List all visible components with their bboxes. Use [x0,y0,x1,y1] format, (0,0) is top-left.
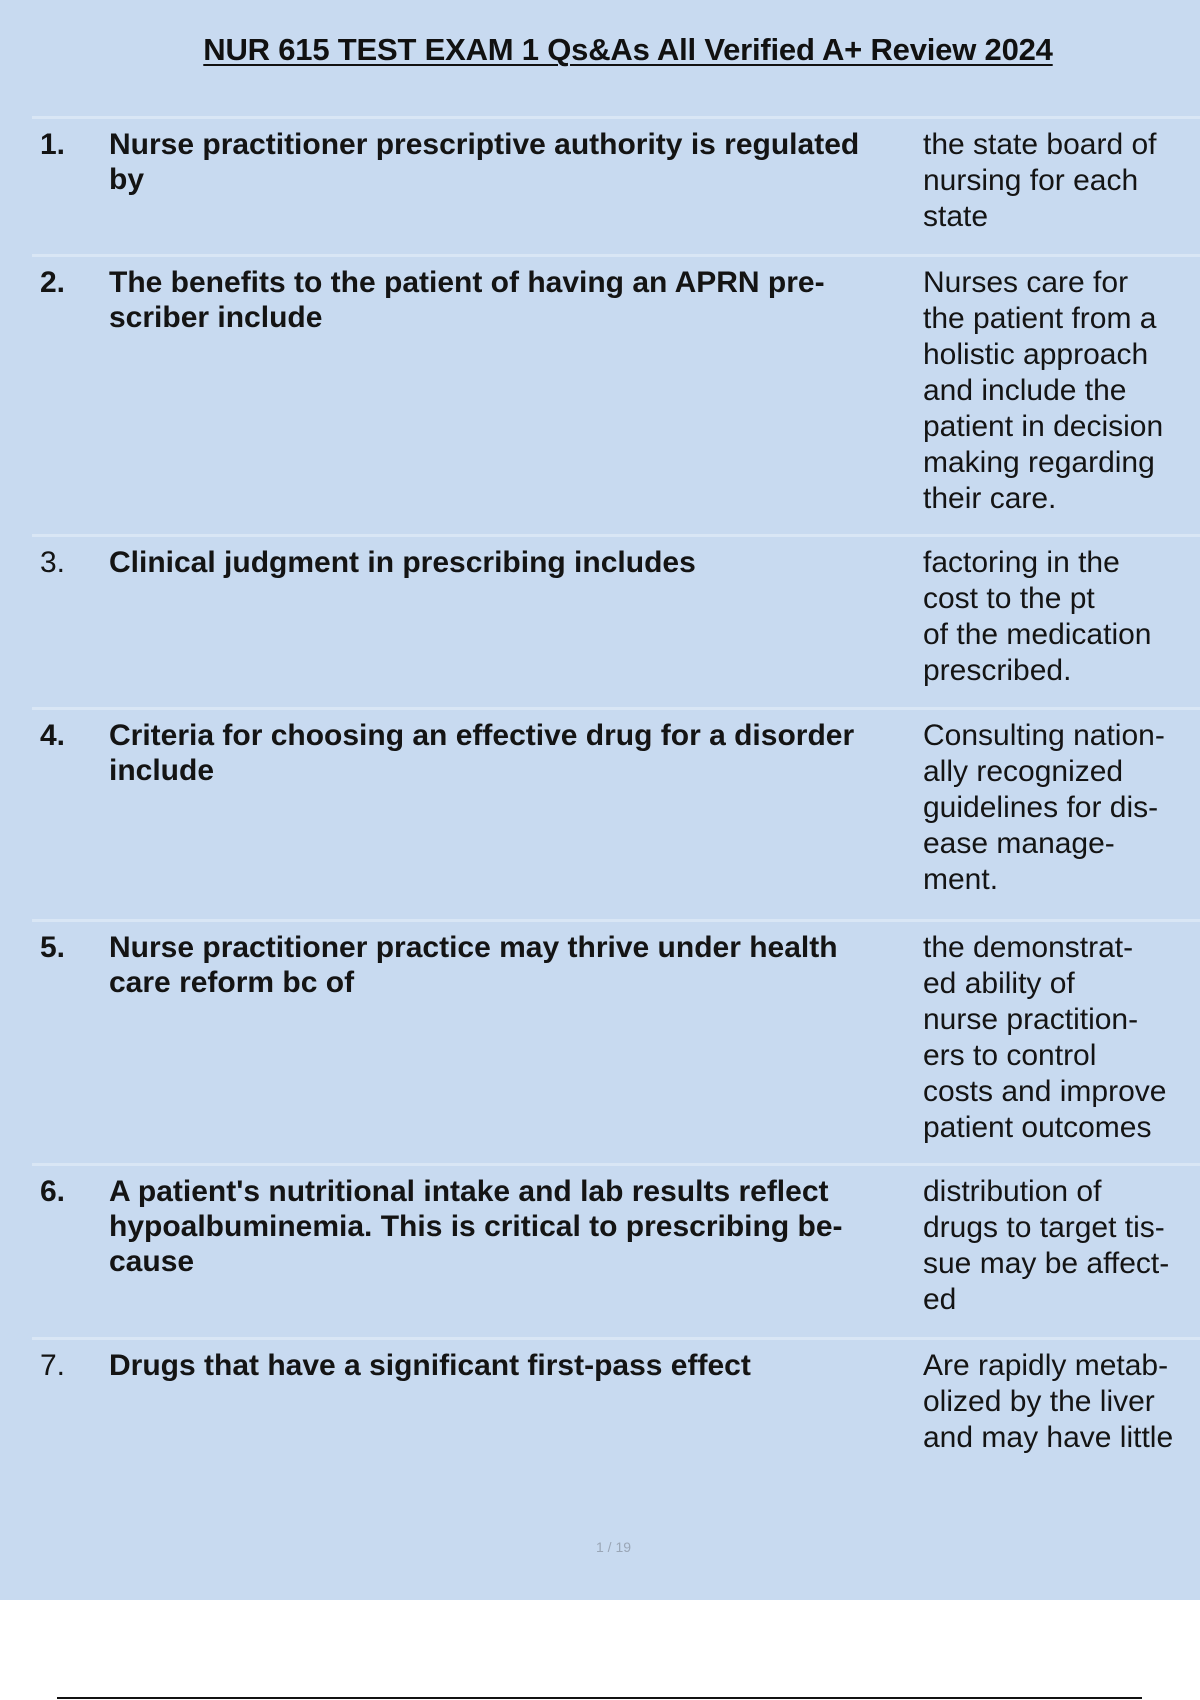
answer-text: distribution of drugs to target tis- sue may be affect- ed [923,1175,1170,1316]
qa-row [32,254,1200,534]
question-number: 3. [40,546,66,579]
qa-row [32,707,1200,919]
question-number: 5. [40,931,66,964]
question-number: 2. [40,266,66,299]
question-number: 6. [40,1175,66,1208]
question-text: Nurse practitioner practice may thrive under health care reform bc of [109,931,838,999]
qa-row [32,116,1200,254]
qa-row [32,1337,1200,1477]
question-text: A patient's nutritional intake and lab results reflect hypoalbuminemia. This is critical to prescribing be- cause [109,1175,843,1278]
qa-row [32,919,1200,1163]
page-number: 1 / 19 [595,1539,632,1555]
question-text: Nurse practitioner prescriptive authority is regulated by [109,128,860,196]
question-text: Clinical judgment in prescribing includes [109,546,696,579]
question-number: 7. [40,1349,66,1382]
question-text: Criteria for choosing an effective drug for a disorder include [109,719,855,787]
page-divider [57,1697,1142,1699]
answer-text: the state board of nursing for each state [923,128,1157,233]
document-title: NUR 615 TEST EXAM 1 Qs&As All Verified A+ Review 2024 [203,32,1053,67]
question-text: The benefits to the patient of having an APRN pre- scriber include [109,266,825,334]
answer-text: Consulting nation- ally recognized guidelines for dis- ease manage- ment. [923,719,1165,896]
qa-list [32,116,1200,1477]
answer-text: Nurses care for the patient from a holistic approach and include the patient in decision making regarding their care. [923,266,1164,515]
qa-row [32,1163,1200,1337]
answer-text: the demonstrat- ed ability of nurse practition- ers to control costs and improve patient outcomes [923,931,1167,1144]
qa-row [32,534,1200,707]
answer-text: factoring in the cost to the pt of the medication prescribed. [923,546,1152,687]
question-number: 4. [40,719,66,752]
answer-text: Are rapidly metab- olized by the liver and may have little [923,1349,1174,1454]
question-number: 1. [40,128,66,161]
question-text: Drugs that have a significant first-pass effect [109,1349,751,1382]
